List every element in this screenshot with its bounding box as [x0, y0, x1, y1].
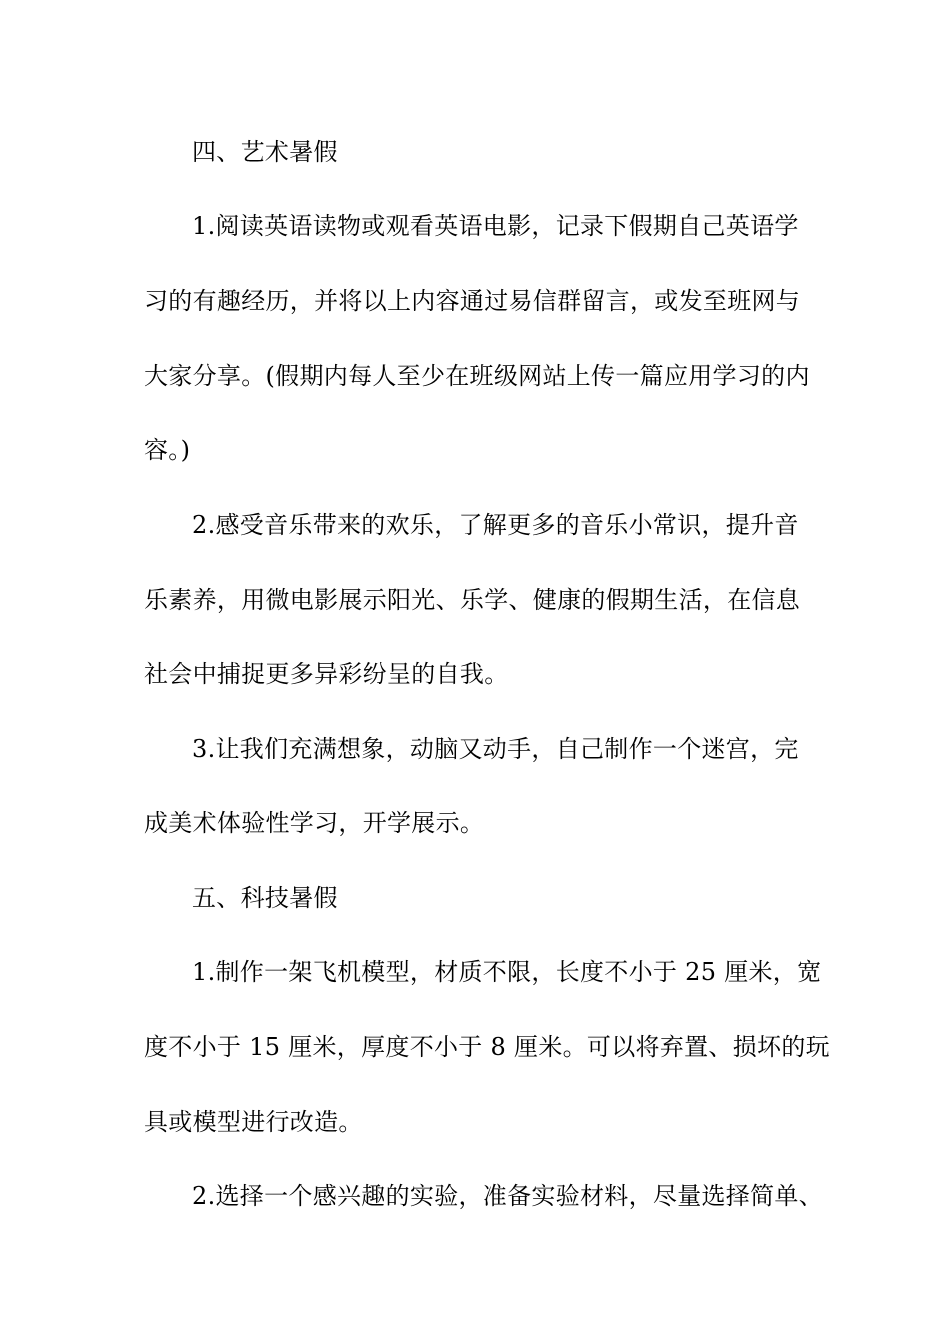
paragraph-line: 2.感受音乐带来的欢乐，了解更多的音乐小常识，提升音 [192, 511, 799, 539]
paragraph-line: 度不小于 15 厘米，厚度不小于 8 厘米。可以将弃置、损坏的玩 [144, 1033, 830, 1061]
paragraph-line: 大家分享。(假期内每人至少在班级网站上传一篇应用学习的内 [144, 362, 810, 390]
paragraph-line: 成美术体验性学习，开学展示。 [144, 809, 485, 837]
section-heading-art: 四、艺术暑假 [192, 138, 338, 166]
paragraph-line: 具或模型进行改造。 [144, 1108, 363, 1136]
paragraph-line: 3.让我们充满想象，动脑又动手，自己制作一个迷宫，完 [192, 735, 799, 763]
paragraph-line: 2.选择一个感兴趣的实验，准备实验材料，尽量选择简单、 [192, 1182, 823, 1210]
paragraph-line: 1.制作一架飞机模型，材质不限，长度不小于 25 厘米，宽 [192, 958, 822, 986]
paragraph-line: 乐素养，用微电影展示阳光、乐学、健康的假期生活，在信息 [144, 586, 801, 614]
paragraph-line: 社会中捕捉更多异彩纷呈的自我。 [144, 660, 509, 688]
paragraph-line: 1.阅读英语读物或观看英语电影，记录下假期自己英语学 [192, 212, 799, 240]
paragraph-line: 容。) [144, 436, 191, 464]
section-heading-tech: 五、科技暑假 [192, 884, 338, 912]
paragraph-line: 习的有趣经历，并将以上内容通过易信群留言，或发至班网与 [144, 287, 801, 315]
